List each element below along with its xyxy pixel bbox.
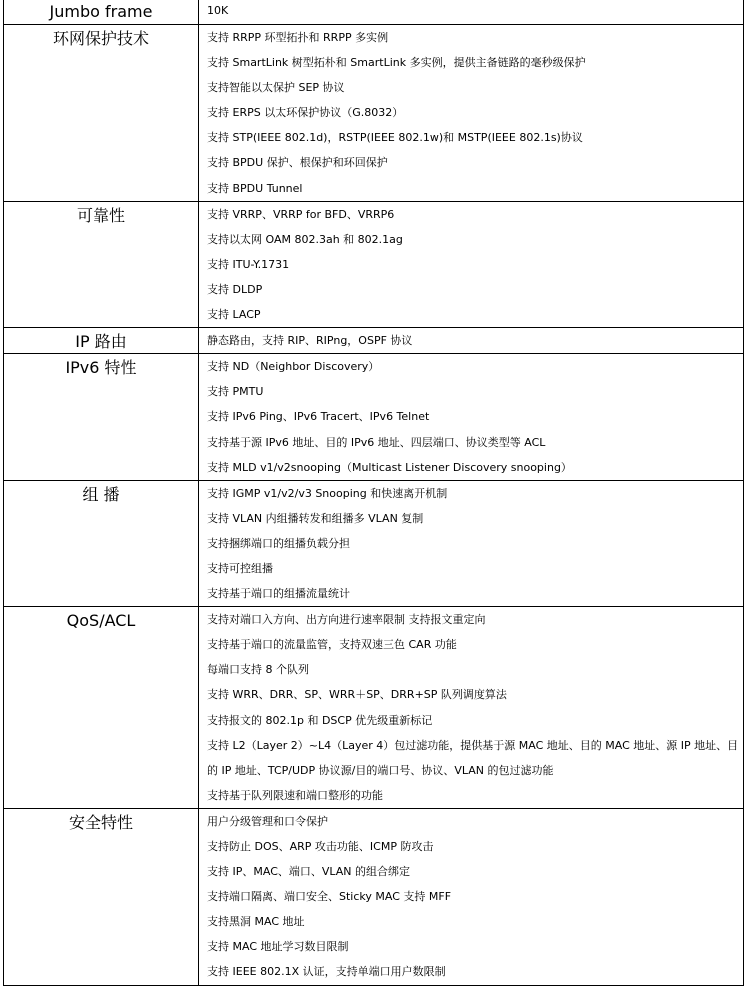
feature-item: 支持可控组播 <box>207 561 273 575</box>
feature-item: 支持基于端口的流量监管，支持双速三色 CAR 功能 <box>207 638 457 652</box>
feature-item: 支持 BPDU Tunnel <box>207 181 303 195</box>
feature-item: 支持 MAC 地址学习数目限制 <box>207 940 349 954</box>
feature-item: 支持智能以太保护 SEP 协议 <box>207 81 345 95</box>
category-cell: IP 路由 <box>4 328 199 354</box>
feature-item: 支持 MLD v1/v2snooping（Multicast Listener Discovery snooping） <box>207 460 572 474</box>
feature-item: 支持以太网 OAM 802.3ah 和 802.1ag <box>207 232 403 246</box>
feature-item: 支持基于端口的组播流量统计 <box>207 587 350 601</box>
spec-row <box>4 25 744 202</box>
feature-item: 支持防止 DOS、ARP 攻击功能、ICMP 防攻击 <box>207 840 434 853</box>
feature-item: 支持报文的 802.1p 和 DSCP 优先级重新标记 <box>207 713 433 727</box>
category-cell: 可靠性 <box>4 201 199 327</box>
feature-item: 支持 ND（Neighbor Discovery） <box>207 360 380 374</box>
feature-item: 支持端口隔离、端口安全、Sticky MAC 支持 MFF <box>207 890 452 904</box>
feature-item: 支持 RRPP 环型拓扑和 RRPP 多实例 <box>207 31 389 44</box>
feature-item: 每端口支持 8 个队列 <box>207 663 309 677</box>
category-cell: IPv6 特性 <box>4 354 199 480</box>
feature-list <box>199 354 744 480</box>
spec-row <box>4 480 744 606</box>
feature-item: 支持 ITU-Y.1731 <box>207 257 290 271</box>
feature-item: 支持 BPDU 保护、根保护和环回保护 <box>207 156 388 170</box>
feature-list <box>199 607 744 809</box>
category-cell: 组 播 <box>4 480 199 606</box>
feature-item: 支持 ERPS 以太环保护协议（G.8032） <box>207 106 404 120</box>
category-cell: 安全特性 <box>4 808 199 985</box>
feature-item: 支持 LACP <box>207 308 261 322</box>
feature-item: 支持 VRRP、VRRP for BFD、VRRP6 <box>207 207 395 221</box>
feature-item: 支持 DLDP <box>207 282 263 296</box>
spec-row <box>4 201 744 327</box>
feature-list <box>199 201 744 327</box>
feature-list <box>199 25 744 202</box>
spec-row <box>4 328 744 354</box>
category-cell: Jumbo frame <box>4 0 199 25</box>
spec-table <box>3 0 744 986</box>
feature-item: 静态路由，支持 RIP、RIPng，OSPF 协议 <box>207 334 413 348</box>
category-cell: 环网保护技术 <box>4 25 199 202</box>
spec-row <box>4 354 744 480</box>
feature-item: 支持对端口入方向、出方向进行速率限制 支持报文重定向 <box>207 613 486 627</box>
feature-item: 支持 L2（Layer 2）~L4（Layer 4）包过滤功能，提供基于源 MAC 地址、目的 MAC 地址、源 IP 地址、目的 IP 地址、TCP/UDP 协议源/目的端口号、协议、VLAN 的包过滤功能 <box>207 738 739 777</box>
feature-item: 支持黑洞 MAC 地址 <box>207 915 305 929</box>
spec-row <box>4 808 744 985</box>
feature-item: 支持 PMTU <box>207 385 264 399</box>
feature-item: 支持基于源 IPv6 地址、目的 IPv6 地址、四层端口、协议类型等 ACL <box>207 435 546 449</box>
category-cell: QoS/ACL <box>4 607 199 809</box>
feature-item: 支持 VLAN 内组播转发和组播多 VLAN 复制 <box>207 511 424 525</box>
feature-item: 支持 IP、MAC、端口、VLAN 的组合绑定 <box>207 865 411 879</box>
feature-item: 支持捆绑端口的组播负载分担 <box>207 536 350 550</box>
feature-item: 支持 IGMP v1/v2/v3 Snooping 和快速离开机制 <box>207 486 448 500</box>
feature-list <box>199 0 744 25</box>
feature-item: 支持 IPv6 Ping、IPv6 Tracert、IPv6 Telnet <box>207 410 430 424</box>
spec-table-body <box>4 0 744 985</box>
spec-row <box>4 607 744 809</box>
feature-item: 支持 WRR、DRR、SP、WRR＋SP、DRR+SP 队列调度算法 <box>207 688 507 702</box>
feature-item: 支持 SmartLink 树型拓朴和 SmartLink 多实例，提供主备链路的毫秒级保护 <box>207 56 586 70</box>
spec-row <box>4 0 744 25</box>
feature-item: 支持 STP(IEEE 802.1d)，RSTP(IEEE 802.1w)和 MSTP(IEEE 802.1s)协议 <box>207 131 583 145</box>
feature-list <box>199 480 744 606</box>
feature-item: 支持基于队列限速和端口整形的功能 <box>207 788 383 802</box>
feature-item: 10K <box>207 4 229 17</box>
feature-item: 用户分级管理和口令保护 <box>207 814 328 828</box>
feature-list <box>199 328 744 354</box>
feature-list <box>199 808 744 985</box>
feature-item: 支持 IEEE 802.1X 认证，支持单端口用户数限制 <box>207 965 446 979</box>
